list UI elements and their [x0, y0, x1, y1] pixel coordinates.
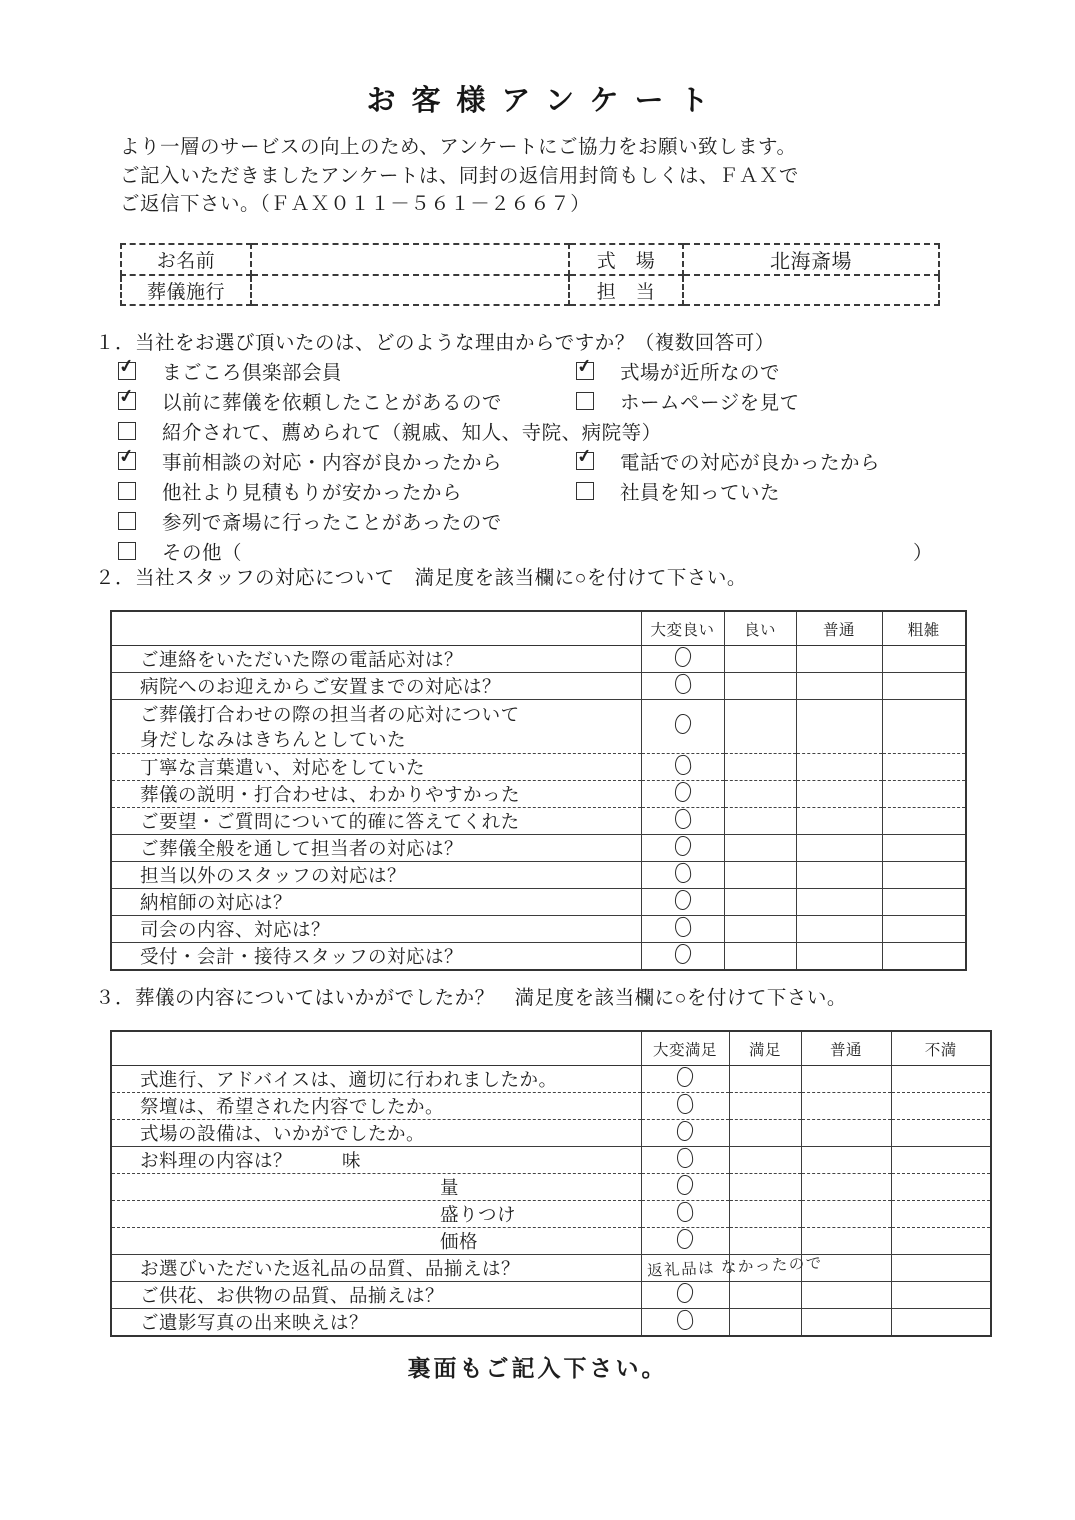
- option-referral[interactable]: [118, 417, 662, 445]
- question-label: 丁寧な言葉遣い、対応をしていた: [140, 757, 426, 778]
- option-label: ホームページを見て: [620, 392, 800, 414]
- table-header-row: [111, 1031, 991, 1066]
- option-label: 電話での対応が良かったから: [620, 452, 881, 474]
- rating-cell[interactable]: [641, 1309, 729, 1337]
- rating-cell[interactable]: [729, 1228, 801, 1255]
- column-header: 大変良い: [641, 611, 724, 646]
- question-label: ご遺影写真の出来映えは？: [140, 1312, 369, 1333]
- table-row: [111, 1066, 991, 1093]
- checkbox[interactable]: [118, 512, 136, 530]
- header-corner-cell: [111, 611, 641, 646]
- handwritten-circle-mark: [673, 646, 691, 668]
- handwritten-circle-mark: [673, 889, 691, 911]
- table-row: [111, 835, 966, 862]
- rating-cell[interactable]: [641, 1066, 729, 1093]
- name-label: お名前: [121, 244, 251, 275]
- rating-cell[interactable]: [729, 1147, 801, 1174]
- option-row: [118, 446, 933, 476]
- rating-cell[interactable]: [729, 1201, 801, 1228]
- question-label: ご連絡をいただいた際の電話応対は？: [140, 649, 464, 670]
- option-row: [118, 506, 933, 536]
- rating-cell[interactable]: [891, 1174, 991, 1201]
- handwritten-circle-mark: [673, 713, 691, 735]
- column-header: 良い: [724, 611, 796, 646]
- checkbox[interactable]: [575, 445, 594, 470]
- sub-item-label: 量: [440, 1177, 460, 1198]
- rating-cell[interactable]: [796, 862, 882, 889]
- intro-text: [120, 133, 950, 219]
- table-row: [111, 916, 966, 943]
- option-row: [118, 386, 933, 416]
- question1-heading: １．当社をお選び頂いたのは、どのような理由からですか？（複数回答可）: [95, 332, 775, 354]
- table-row: [111, 754, 966, 781]
- question1-options: [118, 356, 933, 566]
- handwritten-circle-mark: [676, 1228, 694, 1250]
- option-label: 他社より見積もりが安かったから: [162, 482, 463, 504]
- rating-cell[interactable]: [801, 1066, 891, 1093]
- table-row: [111, 808, 966, 835]
- rating-cell[interactable]: [724, 916, 796, 943]
- handwritten-circle-mark: [676, 1309, 694, 1331]
- question-label: ご葬儀全般を通して担当者の対応は？: [140, 838, 464, 859]
- handwritten-circle-mark: [673, 754, 691, 776]
- option-previous-use[interactable]: [118, 387, 576, 415]
- option-label: 事前相談の対応・内容が良かったから: [162, 452, 503, 474]
- check-mark-icon: ✓: [117, 355, 136, 377]
- rating-cell[interactable]: [891, 1309, 991, 1337]
- table-row: [111, 943, 966, 971]
- handwritten-circle-mark: [673, 808, 691, 830]
- handwritten-circle-mark: [676, 1201, 694, 1223]
- question-label: 式場の設備は、いかがでしたか。: [140, 1123, 426, 1144]
- rating-cell[interactable]: [641, 1201, 729, 1228]
- option-label: その他（: [162, 542, 243, 564]
- rating-cell[interactable]: [882, 943, 966, 971]
- rating-cell[interactable]: [641, 673, 724, 700]
- other-close-paren: ）: [912, 542, 933, 564]
- rating-cell[interactable]: [641, 889, 724, 916]
- rating-cell[interactable]: [891, 1201, 991, 1228]
- checkbox[interactable]: [576, 482, 594, 500]
- option-label: 紹介されて、薦められて（親戚、知人、寺院、病院等）: [162, 422, 662, 444]
- rating-cell[interactable]: [724, 781, 796, 808]
- rating-cell[interactable]: [796, 673, 882, 700]
- question-label: お料理の内容は？: [140, 1150, 293, 1171]
- table-row: [111, 673, 966, 700]
- table-row: [111, 1120, 991, 1147]
- intro-line: より一層のサービスの向上のため、アンケートにご協力をお願い致します。: [120, 136, 797, 158]
- rating-cell[interactable]: [641, 835, 724, 862]
- option-label: 式場が近所なので: [620, 362, 781, 384]
- rating-cell[interactable]: [641, 1174, 729, 1201]
- option-member[interactable]: [118, 357, 576, 385]
- sub-item-label: 価格: [440, 1231, 479, 1252]
- rating-cell[interactable]: [641, 781, 724, 808]
- checkbox[interactable]: [117, 445, 136, 470]
- officiant-field[interactable]: [251, 275, 569, 305]
- table-row: [111, 889, 966, 916]
- question-label: お選びいただいた返礼品の品質、品揃えは？: [140, 1258, 521, 1279]
- rating-cell[interactable]: [801, 1093, 891, 1120]
- option-row: [118, 356, 933, 386]
- checkbox[interactable]: [117, 355, 136, 380]
- rating-cell[interactable]: [724, 646, 796, 673]
- rating-cell[interactable]: [724, 862, 796, 889]
- column-header: 普通: [796, 611, 882, 646]
- rating-cell[interactable]: [796, 943, 882, 971]
- rating-cell[interactable]: [641, 1120, 729, 1147]
- option-knew-employee[interactable]: [576, 477, 780, 505]
- question-label: 葬儀の説明・打合わせは、わかりやすかった: [140, 784, 521, 805]
- table-row: [111, 1174, 991, 1201]
- option-row: [118, 476, 933, 506]
- table-row: [111, 1201, 991, 1228]
- handwritten-circle-mark: [673, 781, 691, 803]
- rating-cell[interactable]: [882, 862, 966, 889]
- rating-cell[interactable]: [641, 1255, 823, 1282]
- rating-cell[interactable]: [796, 808, 882, 835]
- option-other[interactable]: [118, 537, 242, 565]
- rating-cell[interactable]: [796, 700, 882, 754]
- rating-cell[interactable]: [641, 916, 724, 943]
- rating-cell[interactable]: [882, 673, 966, 700]
- rating-cell[interactable]: [796, 916, 882, 943]
- rating-cell[interactable]: [724, 754, 796, 781]
- intro-line-fax-number: ご返信下さい。（ＦＡＸ０１１－５６１－２６６７）: [120, 193, 591, 215]
- rating-cell[interactable]: [641, 808, 724, 835]
- sub-item-label: 盛りつけ: [440, 1204, 517, 1225]
- rating-cell[interactable]: [796, 889, 882, 916]
- staff-field[interactable]: [683, 275, 939, 305]
- rating-cell[interactable]: [801, 1147, 891, 1174]
- checkbox[interactable]: [576, 392, 594, 410]
- question2-heading: ２．当社スタッフの対応について 満足度を該当欄に○を付けて下さい。: [95, 567, 747, 589]
- question-label: ご供花、お供物の品質、品揃えは？: [140, 1285, 445, 1306]
- handwritten-circle-mark: [676, 1093, 694, 1115]
- rating-cell[interactable]: [724, 808, 796, 835]
- checkbox[interactable]: [575, 355, 594, 380]
- sub-item-label: 味: [342, 1150, 362, 1171]
- rating-cell[interactable]: [729, 1093, 801, 1120]
- rating-cell[interactable]: [724, 943, 796, 971]
- rating-cell[interactable]: [729, 1066, 801, 1093]
- table-row: [111, 700, 966, 754]
- checkbox[interactable]: [118, 542, 136, 560]
- rating-cell[interactable]: [801, 1282, 891, 1309]
- table-row: [111, 1255, 991, 1282]
- rating-cell[interactable]: [891, 1120, 991, 1147]
- question-label: ご要望・ご質問について的確に答えてくれた: [140, 811, 520, 832]
- rating-cell[interactable]: [891, 1093, 991, 1120]
- rating-cell[interactable]: [641, 1147, 729, 1174]
- check-mark-icon: ✓: [117, 385, 136, 407]
- staff-label: 担 当: [569, 275, 683, 305]
- checkbox[interactable]: [117, 385, 136, 410]
- respondent-info-box: [120, 243, 940, 306]
- column-header: 大変満足: [641, 1031, 729, 1066]
- rating-cell[interactable]: [882, 781, 966, 808]
- rating-cell[interactable]: [882, 700, 966, 754]
- handwritten-circle-mark: [673, 835, 691, 857]
- option-row: [118, 416, 933, 446]
- checkbox[interactable]: [118, 422, 136, 440]
- rating-cell[interactable]: [729, 1282, 801, 1309]
- option-phone-response[interactable]: [576, 447, 880, 475]
- rating-cell[interactable]: [801, 1201, 891, 1228]
- question-label: 司会の内容、対応は？: [140, 919, 331, 940]
- rating-cell[interactable]: [729, 1120, 801, 1147]
- intro-line: ご記入いただきましたアンケートは、同封の返信用封筒もしくは、ＦＡＸで: [120, 164, 799, 187]
- rating-cell[interactable]: [882, 889, 966, 916]
- handwritten-circle-mark: [676, 1120, 694, 1142]
- table-row: [111, 862, 966, 889]
- question-label: 納棺師の対応は？: [140, 892, 293, 913]
- rating-cell[interactable]: [641, 646, 724, 673]
- handwritten-circle-mark: [676, 1147, 694, 1169]
- name-field[interactable]: [251, 244, 569, 275]
- column-header: 粗雑: [882, 611, 966, 646]
- rating-cell[interactable]: [882, 754, 966, 781]
- question-label: ご葬儀打合わせの際の担当者の応対について 身だしなみはきちんとしていた: [140, 703, 520, 750]
- check-mark-icon: ✓: [117, 445, 136, 467]
- question-label: 病院へのお迎えからご安置までの対応は？: [140, 676, 502, 697]
- rating-cell[interactable]: [641, 943, 724, 971]
- rating-cell[interactable]: [891, 1255, 991, 1282]
- rating-cell[interactable]: [641, 700, 724, 754]
- rating-cell[interactable]: [729, 1309, 801, 1337]
- handwritten-circle-mark: [673, 916, 691, 938]
- table-row: [111, 1228, 991, 1255]
- option-attended-before[interactable]: [118, 507, 502, 535]
- rating-cell[interactable]: [796, 835, 882, 862]
- check-mark-icon: ✓: [575, 355, 594, 377]
- option-label: 社員を知っていた: [620, 482, 781, 504]
- option-label: 以前に葬儀を依頼したことがあるので: [162, 392, 503, 414]
- rating-cell[interactable]: [796, 646, 882, 673]
- footer-note: 裏面もご記入下さい。: [407, 1355, 668, 1381]
- column-header: 普通: [801, 1031, 891, 1066]
- rating-cell[interactable]: [729, 1174, 801, 1201]
- page-title: お客様アンケート: [366, 85, 725, 117]
- rating-cell[interactable]: [801, 1174, 891, 1201]
- rating-cell[interactable]: [796, 781, 882, 808]
- rating-cell[interactable]: [724, 889, 796, 916]
- rating-cell[interactable]: [641, 862, 724, 889]
- rating-cell[interactable]: [801, 1120, 891, 1147]
- option-cheaper-estimate[interactable]: [118, 477, 576, 505]
- venue-label: 式 場: [569, 244, 683, 275]
- option-pre-consultation[interactable]: [118, 447, 576, 475]
- option-venue-nearby[interactable]: [576, 357, 780, 385]
- handwritten-circle-mark: [673, 862, 691, 884]
- rating-cell[interactable]: [891, 1282, 991, 1309]
- handwritten-note: 返礼品は なかったので: [646, 1255, 823, 1280]
- header-corner-cell: [111, 1031, 641, 1066]
- funeral-content-rating-table: [110, 1030, 992, 1337]
- rating-cell[interactable]: [641, 1282, 729, 1309]
- rating-cell[interactable]: [882, 646, 966, 673]
- question-label: 祭壇は、希望された内容でしたか。: [140, 1096, 445, 1117]
- option-label: 参列で斎場に行ったことがあったので: [162, 512, 502, 534]
- handwritten-circle-mark: [673, 943, 691, 965]
- table-row: [111, 1309, 991, 1337]
- rating-cell[interactable]: [882, 808, 966, 835]
- staff-rating-table: [110, 610, 967, 971]
- handwritten-circle-mark: [673, 673, 691, 695]
- handwritten-circle-mark: [676, 1066, 694, 1088]
- handwritten-circle-mark: [676, 1282, 694, 1304]
- question3-heading: ３．葬儀の内容についてはいかがでしたか？ 満足度を該当欄に○を付けて下さい。: [95, 987, 847, 1009]
- rating-cell[interactable]: [724, 700, 796, 754]
- rating-cell[interactable]: [882, 916, 966, 943]
- checkbox[interactable]: [118, 482, 136, 500]
- table-row: [111, 1147, 991, 1174]
- rating-cell[interactable]: [641, 754, 724, 781]
- handwritten-circle-mark: [676, 1174, 694, 1196]
- table-row: [111, 1282, 991, 1309]
- venue-field[interactable]: 北海斎場: [683, 244, 939, 275]
- officiant-label: 葬儀施行: [121, 275, 251, 305]
- rating-cell[interactable]: [891, 1066, 991, 1093]
- rating-cell[interactable]: [641, 1228, 729, 1255]
- rating-cell[interactable]: [724, 673, 796, 700]
- table-row: [111, 781, 966, 808]
- question-label: 担当以外のスタッフの対応は？: [140, 865, 407, 886]
- rating-cell[interactable]: [882, 835, 966, 862]
- rating-cell[interactable]: [641, 1093, 729, 1120]
- option-homepage[interactable]: [576, 387, 800, 415]
- question-label: 受付・会計・接待スタッフの対応は？: [140, 946, 464, 967]
- rating-cell[interactable]: [891, 1228, 991, 1255]
- rating-cell[interactable]: [801, 1309, 891, 1337]
- rating-cell[interactable]: [724, 835, 796, 862]
- check-mark-icon: ✓: [575, 445, 594, 467]
- question-label: 式進行、アドバイスは、適切に行われましたか。: [140, 1069, 558, 1090]
- option-label: まごころ倶楽部会員: [162, 362, 343, 384]
- table-header-row: [111, 611, 966, 646]
- rating-cell[interactable]: [891, 1147, 991, 1174]
- column-header: 不満: [891, 1031, 991, 1066]
- table-row: [111, 1093, 991, 1120]
- column-header: 満足: [729, 1031, 801, 1066]
- table-row: [111, 646, 966, 673]
- rating-cell[interactable]: [796, 754, 882, 781]
- rating-cell[interactable]: [801, 1228, 891, 1255]
